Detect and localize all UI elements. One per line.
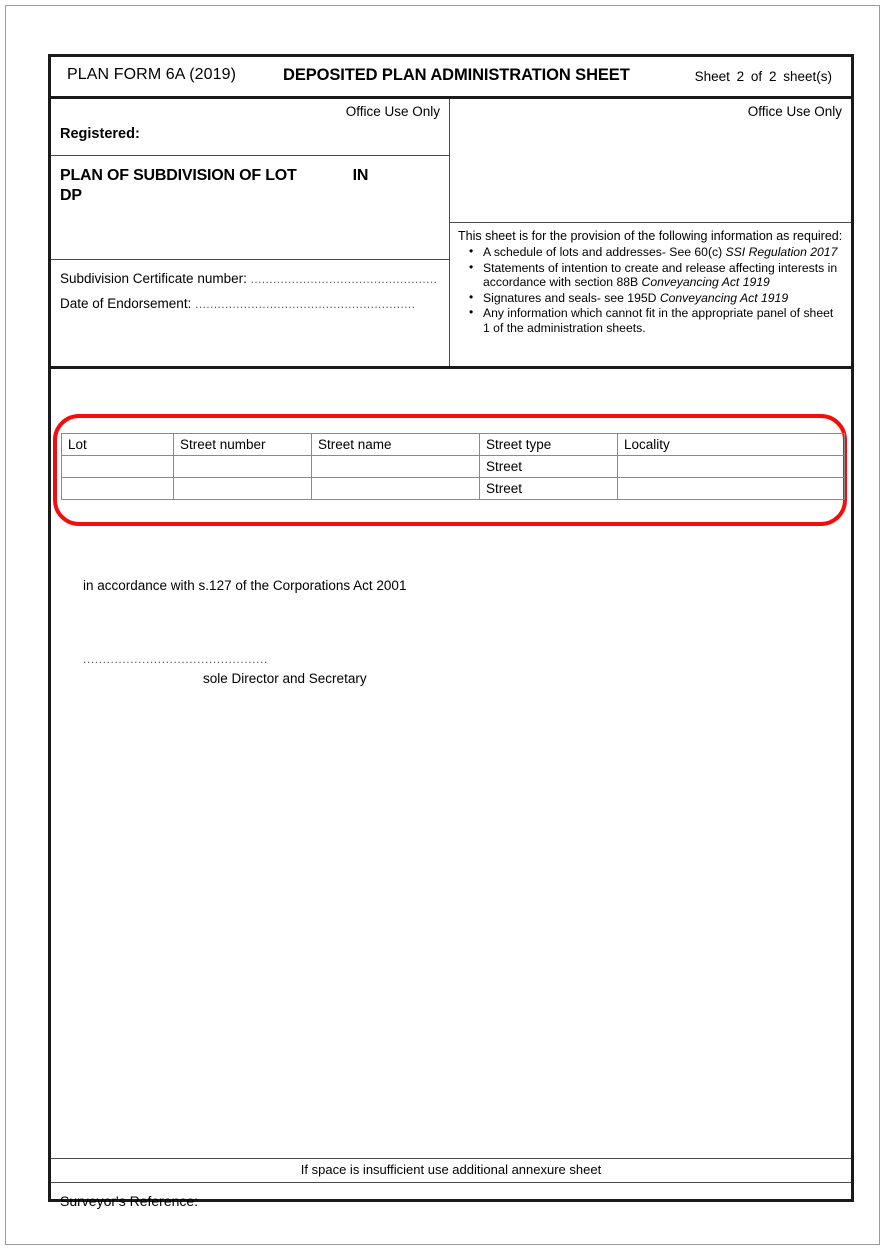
cell-street-number[interactable] xyxy=(174,478,312,500)
signature-caption: sole Director and Secretary xyxy=(203,671,367,686)
sheet-current: 2 xyxy=(736,69,745,84)
cell-locality[interactable] xyxy=(618,478,845,500)
body-area xyxy=(51,369,851,1159)
page-title: DEPOSITED PLAN ADMINISTRATION SHEET xyxy=(283,66,630,84)
table-header-row xyxy=(62,434,845,456)
plan-heading-main: PLAN OF SUBDIVISION OF LOT xyxy=(60,167,297,184)
image-frame xyxy=(5,5,880,1245)
plan-heading-in: IN xyxy=(352,167,369,184)
column-header-street-type: Street type xyxy=(480,434,618,456)
date-of-endorsement-label: Date of Endorsement: xyxy=(60,296,192,311)
registered-label: Registered: xyxy=(60,126,140,142)
requirement-citation: SSI Regulation 2017 xyxy=(725,245,838,259)
requirements-cell xyxy=(450,223,851,366)
sheet-total: 2 xyxy=(768,69,777,84)
table-row xyxy=(62,456,845,478)
column-header-street-name: Street name xyxy=(312,434,480,456)
cell-street-type[interactable]: Street xyxy=(480,478,618,500)
requirement-citation: Conveyancing Act 1919 xyxy=(641,275,770,290)
requirement-text: Statements of intention to create and release affecting interests in accordance with section 88B xyxy=(483,260,838,290)
certificate-cell xyxy=(51,260,449,369)
plan-heading-dp: DP xyxy=(60,187,82,204)
left-office-use-only-label: Office Use Only xyxy=(345,104,440,119)
subdivision-certificate-number-label: Subdivision Certificate number: xyxy=(60,271,247,286)
sheet-of: of xyxy=(750,69,763,84)
deposited-plan-administration-sheet xyxy=(48,54,854,1209)
left-panel xyxy=(51,99,450,366)
list-item xyxy=(483,261,843,290)
requirements-list xyxy=(458,245,843,336)
requirement-citation: Conveyancing Act 1919 xyxy=(659,290,789,305)
form-header-row xyxy=(51,57,851,99)
date-of-endorsement-leader: ........................................................... xyxy=(195,297,416,311)
cell-street-number[interactable] xyxy=(174,456,312,478)
registered-cell xyxy=(51,99,449,156)
table-row xyxy=(62,478,845,500)
plan-form-number: PLAN FORM 6A (2019) xyxy=(67,66,237,83)
surveyor-reference-label: Surveyor's Reference: xyxy=(60,1193,199,1209)
subdivision-certificate-number-field[interactable] xyxy=(60,271,439,286)
address-schedule-table xyxy=(61,433,845,500)
column-header-locality: Locality xyxy=(618,434,845,456)
sheet-suffix: sheet(s) xyxy=(783,69,832,84)
list-item xyxy=(483,291,843,306)
cell-street-name[interactable] xyxy=(312,478,480,500)
right-panel xyxy=(450,99,851,366)
sheet-label: Sheet xyxy=(694,69,730,84)
cell-lot[interactable] xyxy=(62,456,174,478)
corporations-act-statement: in accordance with s.127 of the Corporations Act 2001 xyxy=(83,578,407,593)
list-item xyxy=(483,306,843,335)
subdivision-certificate-number-leader: .................................................. xyxy=(250,272,438,286)
column-header-street-number: Street number xyxy=(174,434,312,456)
date-of-endorsement-field[interactable] xyxy=(60,296,439,311)
column-header-lot: Lot xyxy=(62,434,174,456)
list-item xyxy=(483,245,843,260)
right-office-use-only-label: Office Use Only xyxy=(747,104,842,119)
cell-lot[interactable] xyxy=(62,478,174,500)
requirements-intro: This sheet is for the provision of the following information as required: xyxy=(458,229,843,243)
cell-locality[interactable] xyxy=(618,456,845,478)
upper-panels xyxy=(51,99,851,369)
plan-of-subdivision-cell xyxy=(51,156,449,260)
requirement-text: A schedule of lots and addresses- See 60(c) xyxy=(483,245,726,259)
sheet-counter xyxy=(695,69,835,84)
annexure-note-row xyxy=(51,1159,851,1183)
right-office-use-cell xyxy=(450,99,851,223)
requirement-text: Any information which cannot fit in the appropriate panel of sheet 1 of the administration sheets. xyxy=(483,306,834,335)
surveyor-reference-row[interactable] xyxy=(51,1183,851,1223)
requirement-text: Signatures and seals- see 195D xyxy=(483,290,660,305)
annexure-note: If space is insufficient use additional annexure sheet xyxy=(300,1162,602,1177)
plan-of-subdivision-heading xyxy=(60,166,441,206)
cell-street-name[interactable] xyxy=(312,456,480,478)
cell-street-type[interactable]: Street xyxy=(480,456,618,478)
signature-line[interactable]: ............................................... xyxy=(83,652,268,666)
